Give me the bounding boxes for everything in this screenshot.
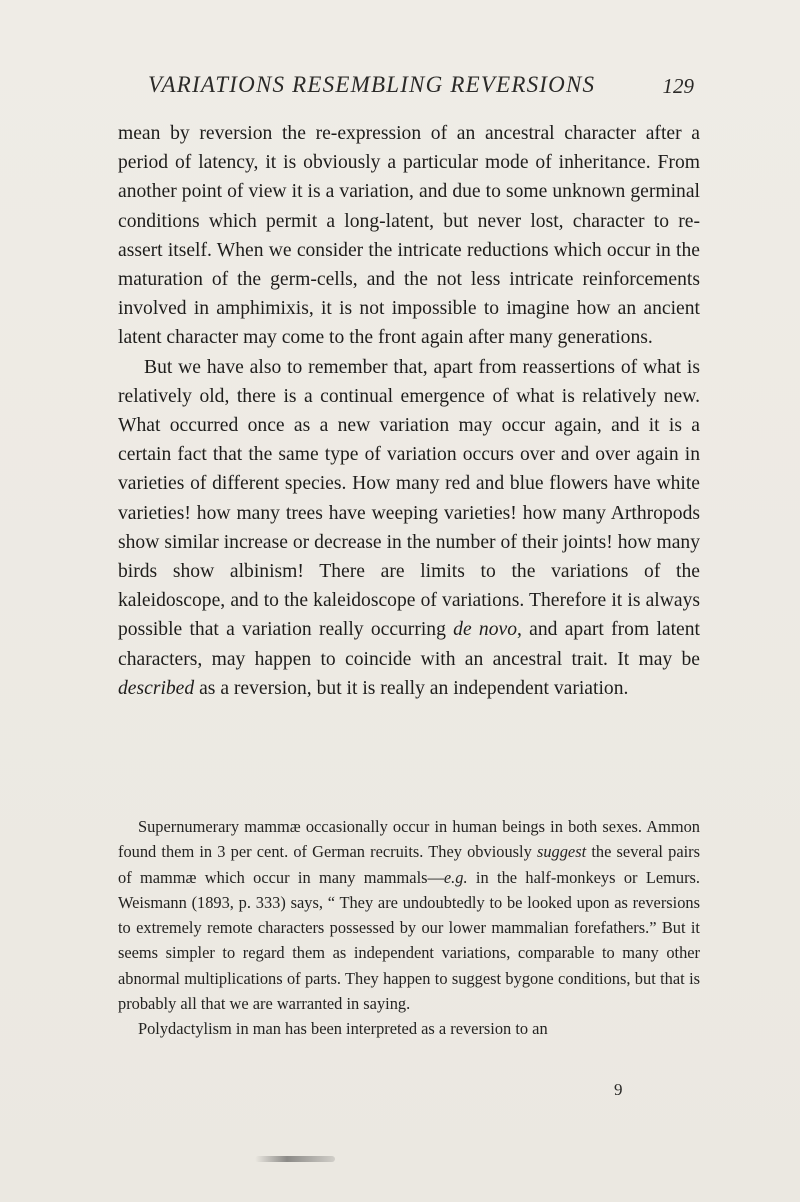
page-header [148,72,708,106]
paragraph-2-part-a: But we have also to remember that, apart from reassertions of what is relatively old, there is a continual emergence of what is relatively new. What occurred once as a new variation may occur again, and it is a certain fact that the same type of variation occurs over and over again in varieties of different species. How many red and blue flowers have white varieties! how many trees have weeping varieties! how many Arthropods show similar increase or decrease in the number of their joints! how many birds show albinism! There are limits to the variations of the kaleidoscope, and to the kaleidoscope of variations. Therefore it is always possible that a variation really occurring [118,356,700,641]
italic-described: described [118,677,195,699]
note-1-part-b: the several pairs of mammæ which occur in many mammals— [118,842,700,887]
small-print-notes [118,814,700,1042]
paragraph-2 [118,353,700,703]
note-1-part-a: Supernumerary mammæ occasionally occur in human beings in both sexes. Ammon found them in 3 per cent. of German recruits. They obviously [118,817,700,862]
running-title: VARIATIONS RESEMBLING REVERSIONS [148,72,596,97]
note-paragraph-2: Polydactylism in man has been interpreted as a reversion to an [138,1019,548,1039]
italic-suggest: suggest [536,842,587,862]
page-number: 129 [662,74,694,98]
italic-de-novo: de novo [453,619,518,641]
paragraph-2-part-b: , and apart from latent characters, may happen to coincide with an ancestral trait. It may be [118,619,700,670]
ink-smudge [255,1156,335,1162]
signature-mark: 9 [614,1080,623,1099]
paragraph-2-part-c: as a reversion, but it is really an independent variation. [199,677,629,699]
note-1-part-c: in the half-monkeys or Lemurs. Weismann (1893, p. 333) says, “ They are undoubtedly to be looked upon as reversions to extremely remote characters possessed by our lower mammalian forefathers.” But it seems simpler to regard them as independent variations, comparable to many other abnormal multiplications of parts. They happen to suggest bygone conditions, but that is probably all that we are warranted in saying. [118,867,701,1014]
italic-eg: e.g. [443,867,468,887]
paragraph-1: mean by reversion the re-expression of an ancestral character after a period of latency, it is obviously a particular mode of inheritance. From another point of view it is a variation, and due to some unknown germinal conditions which permit a long-latent, but never lost, character to re-assert itself. When we consider the intricate reductions which occur in the maturation of the germ-cells, and the not less intricate reinforcements involved in amphimixis, it is not impossible to imagine how an ancient latent character may come to the front again after many generations. [118,123,700,349]
note-paragraph-1 [118,814,700,1016]
main-text [118,119,700,703]
